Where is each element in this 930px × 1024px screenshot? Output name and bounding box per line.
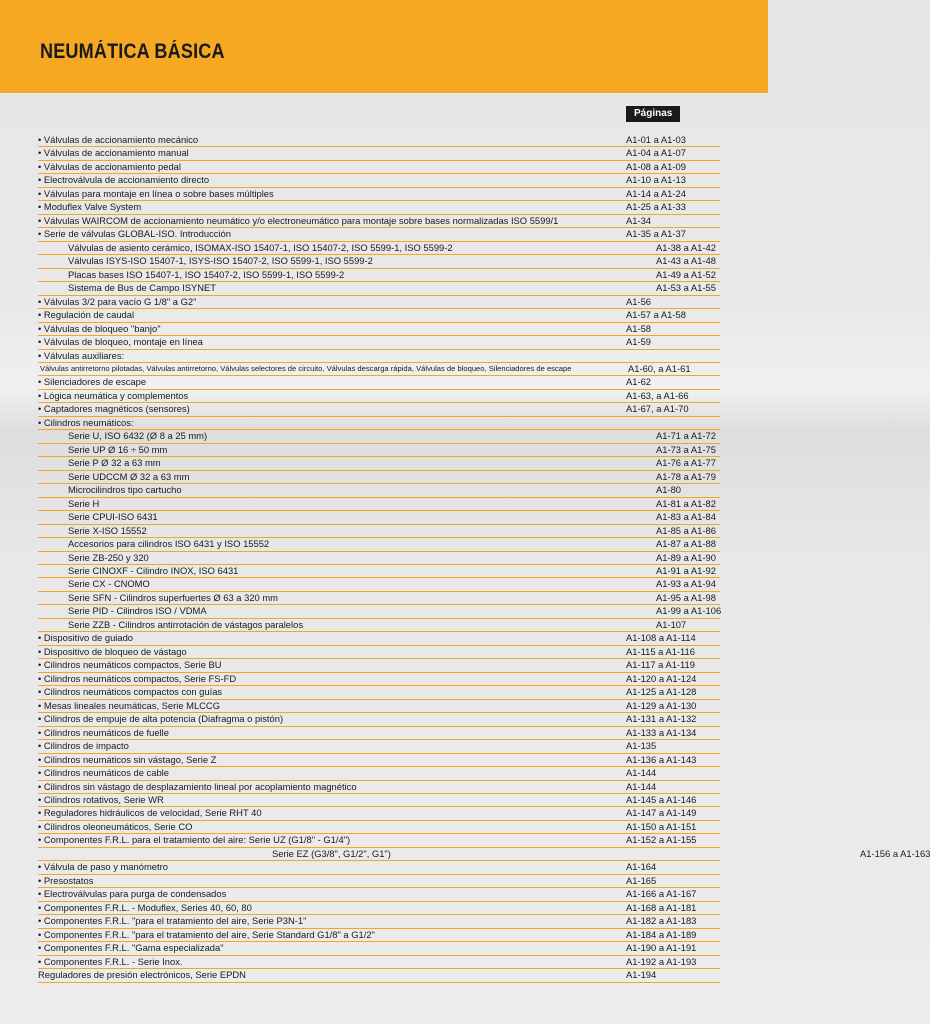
- toc-entry-pages: A1-190 a A1-191: [626, 942, 697, 954]
- toc-entry-pages: A1-57 a A1-58: [626, 309, 686, 321]
- toc-entry-pages: A1-156 a A1-163: [860, 847, 930, 859]
- toc-entry-label: • Válvulas de bloqueo "banjo": [38, 322, 161, 334]
- toc-row: [38, 215, 720, 228]
- toc-row: [38, 363, 720, 376]
- toc-entry-pages: A1-125 a A1-128: [626, 686, 697, 698]
- toc-row: [38, 390, 720, 403]
- toc-entry-pages: A1-147 a A1-149: [626, 807, 697, 819]
- toc-row: [38, 430, 720, 443]
- toc-entry-pages: A1-93 a A1-94: [656, 578, 716, 590]
- toc-entry-label: • Presostatos: [38, 874, 94, 886]
- toc-entry-label: Serie PID - Cilindros ISO / VDMA: [68, 605, 207, 617]
- toc-row: [38, 794, 720, 807]
- toc-row: [38, 956, 720, 969]
- toc-row: [38, 336, 720, 349]
- toc-row: [38, 376, 720, 389]
- toc-row: [38, 713, 720, 726]
- toc-entry-label: • Cilindros sin vástago de desplazamiento lineal por acoplamiento magnético: [38, 780, 357, 792]
- toc-entry-label: • Captadores magnéticos (sensores): [38, 403, 190, 415]
- toc-row: [38, 834, 720, 847]
- toc-row: [38, 646, 720, 659]
- toc-row: [38, 754, 720, 767]
- toc-entry-pages: A1-67, a A1-70: [626, 403, 689, 415]
- toc-entry-pages: A1-34: [626, 214, 652, 226]
- toc-entry-pages: [622, 350, 720, 362]
- toc-row: [38, 498, 720, 511]
- toc-entry-label: • Cilindros neumáticos sin vástago, Serie Z: [38, 753, 217, 765]
- toc-entry-label: Serie UDCCM Ø 32 a 63 mm: [68, 470, 190, 482]
- toc-entry-pages: A1-108 a A1-114: [626, 632, 696, 644]
- toc-row: [38, 807, 720, 820]
- toc-entry-label: • Lógica neumática y complementos: [38, 389, 189, 401]
- toc-entry-pages: A1-38 a A1-42: [656, 241, 716, 253]
- toc-entry-label: • Componentes F.R.L. - Serie Inox.: [38, 955, 183, 967]
- toc-entry-label: • Electroválvulas para purga de condensados: [38, 888, 227, 900]
- toc-row: [38, 565, 720, 578]
- pages-column-header: Páginas: [626, 106, 680, 122]
- toc-row: [38, 269, 720, 282]
- toc-row: [38, 471, 720, 484]
- toc-row: [38, 350, 720, 363]
- toc-entry-label: Serie H: [68, 497, 100, 509]
- toc-entry-pages: A1-85 a A1-86: [656, 524, 716, 536]
- toc-row: [38, 228, 720, 241]
- toc-entry-pages: A1-49 a A1-52: [656, 268, 716, 280]
- toc-row: [38, 686, 720, 699]
- toc-entry-label: Sistema de Bus de Campo ISYNET: [68, 282, 216, 294]
- toc-entry-pages: A1-89 a A1-90: [656, 551, 716, 563]
- toc-entry-label: • Válvulas de bloqueo, montaje en línea: [38, 336, 203, 348]
- toc-row: [38, 902, 720, 915]
- toc-entry-pages: A1-91 a A1-92: [656, 565, 716, 576]
- toc-entry-label: • Electroválvula de accionamiento directo: [38, 174, 210, 186]
- toc-entry-label: • Cilindros neumáticos de cable: [38, 767, 169, 779]
- toc-entry-pages: A1-35 a A1-37: [626, 228, 686, 240]
- toc-entry-pages: A1-81 a A1-82: [656, 497, 716, 509]
- toc-entry-pages: A1-04 a A1-07: [626, 147, 686, 159]
- toc-entry-pages: A1-10 a A1-13: [626, 174, 686, 186]
- toc-entry-label: Serie CINOXF - Cilindro INOX, ISO 6431: [68, 565, 239, 576]
- toc-entry-label: • Cilindros neumáticos compactos, Serie BU: [38, 659, 222, 671]
- toc-entry-label: • Cilindros oleoneumáticos, Serie CO: [38, 820, 193, 832]
- page-title: NEUMÁTICA BÁSICA: [40, 40, 225, 63]
- toc-row: [38, 727, 720, 740]
- table-of-contents: [38, 134, 930, 983]
- toc-row: [38, 282, 720, 295]
- toc-entry-pages: A1-166 a A1-167: [626, 888, 697, 900]
- toc-row: [38, 673, 720, 686]
- toc-entry-pages: A1-95 a A1-98: [656, 591, 716, 603]
- toc-entry-pages: A1-99 a A1-106: [656, 605, 722, 617]
- toc-entry-label: • Componentes F.R.L. "Gama especializada": [38, 942, 224, 954]
- toc-entry-pages: A1-152 a A1-155: [626, 834, 697, 846]
- toc-row: [38, 242, 720, 255]
- toc-row: [38, 161, 720, 174]
- toc-entry-pages: A1-80: [656, 484, 682, 496]
- toc-entry-label: • Componentes F.R.L. "para el tratamiento del aire, Serie Standard G1/8" a G1/2": [38, 928, 375, 940]
- toc-entry-label: • Silenciadores de escape: [38, 376, 147, 388]
- toc-row: [38, 403, 720, 416]
- toc-row: [38, 767, 720, 780]
- toc-entry-pages: A1-117 a A1-119: [626, 659, 695, 671]
- toc-entry-pages: A1-60, a A1-61: [628, 362, 691, 374]
- toc-row: [38, 740, 720, 753]
- toc-row: [38, 659, 720, 672]
- toc-entry-pages: A1-184 a A1-189: [626, 928, 697, 940]
- toc-row: [38, 457, 720, 470]
- toc-row: [38, 578, 720, 591]
- toc-entry-label: Placas bases ISO 15407-1, ISO 15407-2, ISO 5599-1, ISO 5599-2: [68, 268, 345, 280]
- toc-entry-pages: A1-150 a A1-151: [626, 820, 697, 832]
- toc-entry-label: Serie CPUI-ISO 6431: [68, 511, 158, 523]
- toc-entry-label: • Cilindros de impacto: [38, 740, 129, 752]
- toc-entry-pages: A1-144: [626, 767, 657, 779]
- toc-row: [38, 821, 720, 834]
- toc-entry-pages: A1-131 a A1-132: [626, 713, 697, 725]
- toc-entry-label: • Componentes F.R.L. para el tratamiento del aire: Serie UZ (G1/8" - G1/4"): [38, 834, 351, 846]
- toc-entry-pages: A1-25 a A1-33: [626, 201, 686, 213]
- toc-entry-pages: A1-14 a A1-24: [626, 187, 686, 199]
- toc-row: [38, 929, 720, 942]
- toc-entry-label: • Cilindros neumáticos compactos con guías: [38, 686, 223, 698]
- toc-row: [38, 619, 720, 632]
- toc-entry-pages: A1-58: [626, 322, 652, 334]
- toc-entry-label: • Componentes F.R.L. "para el tratamiento del aire, Serie P3N-1": [38, 915, 307, 927]
- toc-entry-label: • Válvulas de accionamiento mecánico: [38, 134, 199, 145]
- toc-entry-pages: A1-120 a A1-124: [626, 672, 697, 684]
- toc-row: [38, 511, 720, 524]
- toc-row: [38, 484, 720, 497]
- toc-entry-pages: A1-168 a A1-181: [626, 901, 697, 913]
- toc-entry-label: Microcilindros tipo cartucho: [68, 484, 182, 496]
- toc-entry-label: • Válvula de paso y manómetro: [38, 861, 168, 873]
- toc-entry-pages: A1-107: [656, 618, 687, 630]
- toc-entry-pages: A1-08 a A1-09: [626, 160, 686, 172]
- toc-entry-label: Válvulas antirretorno pilotadas, Válvulas antirretorno, Válvulas selectores de circuito, Válvulas descarga rápida, Válvulas de bloqueo, Silenciadores de escape: [40, 363, 572, 373]
- toc-entry-pages: A1-144: [626, 780, 657, 792]
- toc-entry-label: Serie UP Ø 16 ÷ 50 mm: [68, 443, 168, 455]
- toc-entry-label: • Cilindros neumáticos:: [38, 416, 134, 428]
- toc-row: [38, 847, 930, 861]
- toc-entry-pages: A1-01 a A1-03: [626, 134, 686, 145]
- toc-entry-label: Serie ZB-250 y 320: [68, 551, 149, 563]
- toc-entry-label: • Mesas lineales neumáticas, Serie MLCCG: [38, 699, 220, 711]
- toc-entry-label: • Válvulas 3/2 para vacío G 1/8" a G2": [38, 295, 197, 307]
- toc-entry-pages: A1-78 a A1-79: [656, 470, 716, 482]
- toc-entry-pages: A1-87 a A1-88: [656, 538, 716, 550]
- toc-entry-pages: A1-145 a A1-146: [626, 793, 697, 805]
- toc-entry-label: • Dispositivo de bloqueo de vástago: [38, 645, 187, 657]
- toc-entry-label: Serie X-ISO 15552: [68, 524, 147, 536]
- toc-entry-label: Serie CX - CNOMO: [68, 578, 150, 590]
- toc-row: [38, 201, 720, 214]
- toc-entry-pages: A1-56: [626, 295, 652, 307]
- toc-entry-label: • Cilindros de empuje de alta potencia (Diafragma o pistón): [38, 713, 284, 725]
- toc-entry-pages: A1-164: [626, 861, 657, 873]
- toc-entry-label: Válvulas ISYS-ISO 15407-1, ISYS-ISO 15407-2, ISO 5599-1, ISO 5599-2: [68, 255, 373, 267]
- toc-row: [38, 417, 720, 430]
- toc-entry-pages: [622, 417, 720, 429]
- toc-entry-label: • Dispositivo de guiado: [38, 632, 134, 644]
- toc-entry-label: • Válvulas auxiliares:: [38, 349, 125, 361]
- toc-entry-pages: A1-62: [626, 376, 652, 388]
- toc-entry-label: Reguladores de presión electrónicos, Serie EPDN: [38, 969, 246, 981]
- toc-entry-pages: A1-76 a A1-77: [656, 457, 716, 469]
- toc-entry-label: • Cilindros rotativos, Serie WR: [38, 793, 164, 805]
- toc-entry-label: • Moduflex Valve System: [38, 201, 142, 213]
- toc-entry-label: • Cilindros neumáticos compactos, Serie FS-FD: [38, 672, 237, 684]
- toc-entry-label: • Componentes F.R.L. - Moduflex, Series 40, 60, 80: [38, 901, 252, 913]
- toc-entry-pages: A1-192 a A1-193: [626, 955, 697, 967]
- toc-row: [38, 174, 720, 187]
- toc-entry-pages: A1-182 a A1-183: [626, 915, 697, 927]
- toc-entry-label: Accesorios para cilindros ISO 6431 y ISO 15552: [68, 538, 270, 550]
- toc-row: [38, 134, 720, 147]
- toc-entry-pages: A1-135: [626, 740, 657, 752]
- toc-row: [38, 309, 720, 322]
- toc-entry-label: • Reguladores hidráulicos de velocidad, Serie RHT 40: [38, 807, 262, 819]
- toc-entry-pages: A1-129 a A1-130: [626, 699, 697, 711]
- toc-row: [38, 188, 720, 201]
- toc-row: [38, 888, 720, 901]
- toc-row: [38, 969, 720, 982]
- toc-entry-pages: A1-63, a A1-66: [626, 389, 689, 401]
- toc-entry-label: Serie SFN - Cilindros superfuertes Ø 63 a 320 mm: [68, 591, 278, 603]
- toc-row: [38, 700, 720, 713]
- toc-entry-pages: A1-136 a A1-143: [626, 753, 697, 765]
- toc-entry-label: Serie U, ISO 6432 (Ø 8 a 25 mm): [68, 430, 208, 442]
- toc-entry-label: • Regulación de caudal: [38, 309, 135, 321]
- toc-entry-pages: A1-53 a A1-55: [656, 282, 716, 294]
- toc-entry-label: • Válvulas WAIRCOM de accionamiento neumático y/o electroneumático para montaje sobre bases normalizadas ISO 5599/1: [38, 214, 559, 226]
- toc-entry-pages: A1-59: [626, 336, 652, 348]
- toc-row: [38, 942, 720, 955]
- toc-entry-label: • Cilindros neumáticos de fuelle: [38, 726, 169, 738]
- toc-entry-pages: A1-43 a A1-48: [656, 255, 716, 267]
- toc-row: [38, 323, 720, 336]
- toc-entry-label: Serie EZ (G3/8", G1/2", G1"): [272, 847, 391, 859]
- toc-row: [38, 632, 720, 645]
- toc-entry-label: • Válvulas de accionamiento pedal: [38, 160, 181, 172]
- toc-entry-pages: A1-133 a A1-134: [626, 726, 697, 738]
- toc-entry-pages: A1-115 a A1-116: [626, 645, 695, 657]
- toc-entry-pages: A1-194: [626, 969, 657, 981]
- toc-row: [38, 605, 720, 618]
- toc-entry-label: • Válvulas de accionamiento manual: [38, 147, 189, 159]
- toc-entry-label: Válvulas de asiento cerámico, ISOMAX-ISO 15407-1, ISO 15407-2, ISO 5599-1, ISO 5599-2: [68, 241, 453, 253]
- toc-row: [38, 861, 720, 874]
- toc-row: [38, 296, 720, 309]
- toc-entry-label: • Válvulas para montaje en línea o sobre bases múltiples: [38, 187, 274, 199]
- toc-row: [38, 592, 720, 605]
- toc-entry-label: • Serie de válvulas GLOBAL-ISO. Introducción: [38, 228, 231, 240]
- toc-row: [38, 915, 720, 928]
- toc-entry-label: Serie ZZB - Cilindros antirrotación de vástagos paralelos: [68, 618, 304, 630]
- toc-entry-pages: A1-71 a A1-72: [656, 430, 716, 442]
- toc-entry-label: Serie P Ø 32 a 63 mm: [68, 457, 161, 469]
- toc-row: [38, 875, 720, 888]
- toc-row: [38, 525, 720, 538]
- toc-row: [38, 552, 720, 565]
- toc-entry-pages: A1-83 a A1-84: [656, 511, 716, 523]
- toc-row: [38, 444, 720, 457]
- toc-entry-pages: A1-165: [626, 874, 657, 886]
- toc-row: [38, 147, 720, 160]
- toc-entry-pages: A1-73 a A1-75: [656, 443, 716, 455]
- toc-row: [38, 781, 720, 794]
- toc-row: [38, 255, 720, 268]
- toc-row: [38, 538, 720, 551]
